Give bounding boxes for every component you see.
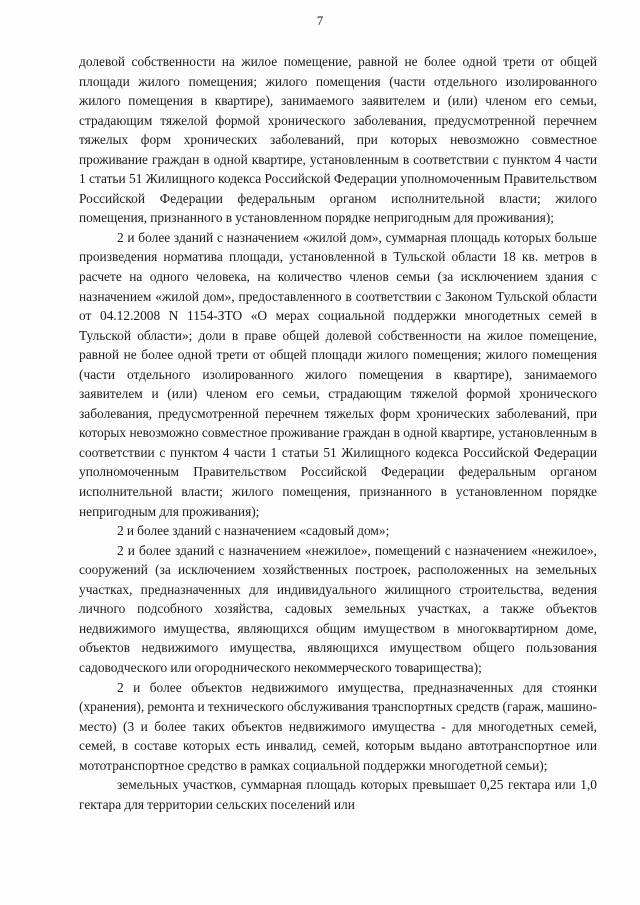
page-number: 7 [316,13,324,28]
paragraph-land-plots: земельных участков, суммарная площадь которых превышает 0,25 гектара или 1,0 гектара для территории сельских поселений или [79,777,597,812]
paragraph-parking-objects: 2 и более объектов недвижимого имущества, предназначенных для стоянки (хранения), ремонта и технического обслуживания транспортных средств (гараж, машино-место) (3 и более таких объектов недвижимого имущества - для многодетных семей, семей, в составе которых есть инвалид, семей, которым выдано автотранспортное или мототранспортное средство в рамках социальной поддержки многодетной семьи); [79,679,597,773]
paragraph-garden-houses: 2 и более зданий с назначением «садовый дом»; [117,523,390,539]
paragraph-non-residential: 2 и более зданий с назначением «нежилое», помещений с назначением «нежилое», сооружений (за исключением хозяйственных построек, расположенных на земельных участках, предназначенных для индивидуального жилищного строительства, ведения личного подсобного хозяйства, садовых земельных участках, а также объектов недвижимого имущества, являющихся общим имуществом в многоквартирном доме, объектов недвижимого имущества, являющихся имуществом общего пользования садоводческого или огороднического некоммерческого товарищества); [79,542,597,675]
paragraph-residential-houses: 2 и более зданий с назначением «жилой дом», суммарная площадь которых больше произведения норматива площади, установленной в Тульской области 18 кв. метров в расчете на одного человека, на количество членов семьи (за исключением здания с назначением «жилой дом», предоставленного в соответствии с Законом Тульской области от 04.12.2008 N 1154-ЗТО «О мерах социальной поддержки многодетных семей в Тульской области»; доли в праве общей долевой собственности на жилое помещение, равной не более одной трети от общей площади жилого помещения; жилого помещения (части отдельного изолированного жилого помещения в квартире), занимаемого заявителем и (или) членом его семьи, страдающим тяжелой формой хронического заболевания, предусмотренной перечнем тяжелых форм хронических заболеваний, при которых невозможно совместное проживание граждан в одной квартире, установленным в соответствии с пунктом 4 части 1 статьи 51 Жилищного кодекса Российской Федерации уполномоченным Правительством Российской Федерации федеральным органом исполнительной власти; жилого помещения, признанного в установленном порядке непригодным для проживания); [79,229,597,519]
document-body [79,52,597,814]
paragraph-continued: долевой собственности на жилое помещение, равной не более одной трети от общей площади жилого помещения; жилого помещения (части отдельного изолированного жилого помещения в квартире), занимаемого заявителем и (или) членом его семьи, страдающим тяжелой формой хронического заболевания, предусмотренной перечнем тяжелых форм хронических заболеваний, при которых невозможно совместное проживание граждан в одной квартире, установленным в соответствии с пунктом 4 части 1 статьи 51 Жилищного кодекса Российской Федерации уполномоченным Правительством Российской Федерации федеральным органом исполнительной власти; жилого помещения, признанного в установленном порядке непригодным для проживания); [79,54,597,226]
